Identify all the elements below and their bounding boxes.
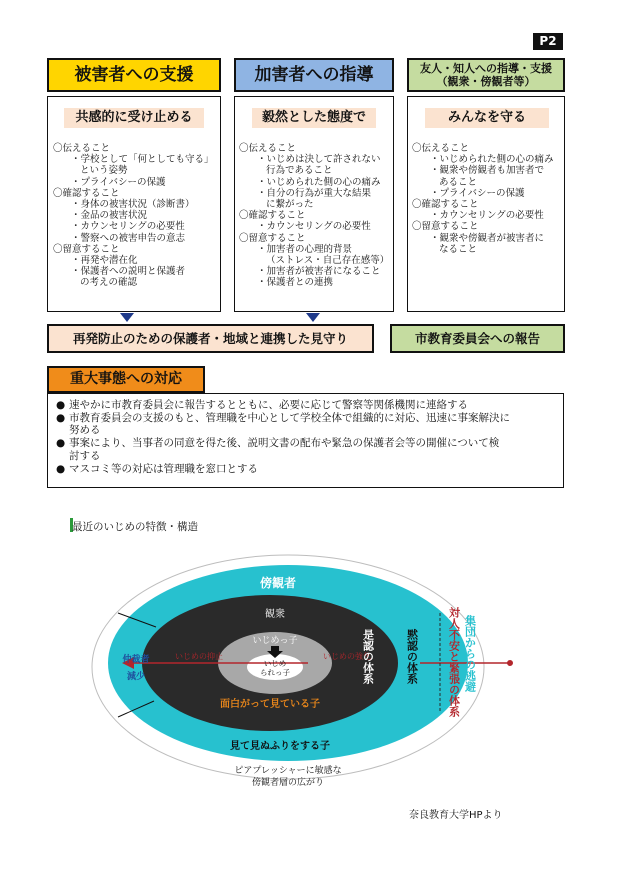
victim-support-header: 被害者への支援 (47, 58, 221, 92)
serious-item (56, 412, 557, 437)
friends-header-line1: 友人・知人への指導・支援 (420, 62, 552, 75)
serious-item (56, 463, 557, 476)
audience-label: 観衆 (265, 609, 285, 620)
source-credit: 奈良教育大学HPより (409, 810, 503, 821)
reinforcement-label: いじめの強化 (323, 652, 371, 661)
perpetrator-guidance-header: 加害者への指導 (234, 58, 394, 92)
board-report-bar: 市教育委員会への報告 (390, 324, 565, 353)
friends-header-line2: （観衆・傍観者等） (436, 75, 536, 88)
list-line: 〇留意すること (412, 221, 479, 233)
serious-incident-heading: 重大事態への対応 (47, 366, 205, 393)
list-line: 〇伝えること (412, 143, 470, 154)
friends-guidance-header (407, 58, 565, 92)
list-line: という姿勢 (80, 165, 128, 177)
list-line: （ストレス・自己存在感等） (266, 255, 390, 267)
bullet-icon: ● (56, 437, 66, 450)
suppression-label: いじめの抑止 (175, 652, 223, 661)
friends-list (412, 143, 554, 255)
list-line: 〇伝えること (239, 143, 297, 154)
peer-pressure-label-2: 傍観者層の広がり (251, 778, 325, 788)
list-line: ・金品の被害状況 (71, 210, 148, 222)
serious-item-line: 市教育委員会の支援のもと、管理職を中心として学校全体で組織的に対応、迅速に事案解決に (69, 411, 510, 424)
mediator-label-2: 減少 (126, 672, 146, 682)
arrow-end-dot (507, 660, 513, 666)
list-line: ・観衆や傍観者が被害者に (430, 232, 545, 244)
mediator-label-1: 仲裁者 (122, 655, 150, 665)
peer-pressure-label-1: ピアプレッシャーに敏感な (234, 766, 342, 776)
victim-label-1: いじめ (263, 659, 287, 668)
list-line: ・いじめられた側の心の痛み (257, 176, 381, 188)
silent-approval-label: 黙認の体系 (405, 629, 419, 684)
serious-item-line: 討する (69, 449, 101, 462)
amused-children-label: 面白がって見ている子 (220, 699, 320, 710)
anxiety-label: 対人不安と緊張の体系 (447, 607, 461, 717)
serious-item-line: 速やかに市教育委員会に報告するとともに、必要に応じて警察等関係機関に連絡する (69, 399, 468, 411)
list-line: ・プライバシーの保護 (71, 176, 166, 188)
list-line: ・加害者が被害者になること (257, 266, 381, 278)
page-number: P2 (533, 33, 563, 50)
friends-subheading: みんなを守る (425, 108, 549, 128)
bullet-icon: ● (56, 462, 66, 475)
list-line: 〇留意すること (239, 232, 306, 244)
list-line: 〇確認すること (53, 187, 120, 199)
list-line: ・いじめられた側の心の痛み (430, 154, 554, 166)
list-line: に繋がった (266, 199, 314, 211)
victim-label-2: られっ子 (260, 668, 290, 677)
serious-item-line: マスコミ等の対応は管理職を窓口とする (69, 462, 258, 475)
list-line: ・加害者の心理的背景 (257, 243, 353, 255)
bystander-label: 傍観者 (259, 576, 297, 590)
bullet-icon: ● (56, 411, 66, 424)
serious-item-line: 努める (69, 424, 101, 437)
list-line: ・保護者への説明と保護者 (71, 266, 186, 278)
down-arrow-icon (306, 313, 320, 322)
list-line: なること (439, 243, 478, 255)
list-line: ・警察への被害申告の意志 (71, 232, 186, 244)
ignoring-children-label: 見て見ぬふりをする子 (230, 741, 330, 752)
list-line: ・観衆や傍観者も加害者で (430, 165, 545, 177)
figure-title: 最近のいじめの特徴・構造 (72, 521, 198, 533)
victim-list (53, 143, 214, 289)
list-line: 行為であること (266, 165, 333, 177)
community-watch-bar: 再発防止のための保護者・地域と連携した見守り (47, 324, 374, 353)
escape-label: 集団からの逃避 (463, 615, 477, 692)
serious-item-line: 事案により、当事者の同意を得た後、説明文書の配布や緊急の保護者会等の開催について検 (69, 437, 500, 450)
list-line: あること (439, 176, 478, 188)
perpetrator-subheading: 毅然とした態度で (252, 108, 376, 128)
serious-incident-list (47, 393, 564, 488)
list-line: ・いじめは決して許されない (257, 154, 381, 166)
down-arrow-icon (120, 313, 134, 322)
bullying-structure-diagram (90, 545, 530, 795)
list-line: ・カウンセリングの必要性 (257, 221, 371, 233)
list-line: ・カウンセリングの必要性 (71, 221, 185, 233)
list-line: 〇確認すること (412, 199, 479, 211)
list-line: 〇留意すること (53, 243, 120, 255)
list-line: ・カウンセリングの必要性 (430, 210, 544, 222)
list-line: ・プライバシーの保護 (430, 187, 525, 199)
victim-subheading: 共感的に受け止める (64, 108, 204, 128)
serious-item (56, 437, 557, 462)
list-line: 〇伝えること (53, 143, 111, 154)
serious-item (56, 399, 557, 412)
list-line: ・自分の行為が重大な結果 (257, 187, 372, 199)
bullet-icon: ● (56, 399, 66, 411)
perpetrator-label: いじめっ子 (252, 636, 298, 646)
list-line: ・再発や潜在化 (71, 255, 138, 267)
perpetrator-list (239, 143, 389, 289)
approval-system-label: 是認の体系 (361, 629, 375, 684)
list-line: ・学校として「何としても守る」 (71, 154, 214, 166)
list-line: 〇確認すること (239, 210, 306, 222)
list-line: ・保護者との連携 (257, 277, 334, 289)
list-line: ・身体の被害状況（診断書） (71, 199, 195, 211)
list-line: の考えの確認 (80, 277, 138, 289)
